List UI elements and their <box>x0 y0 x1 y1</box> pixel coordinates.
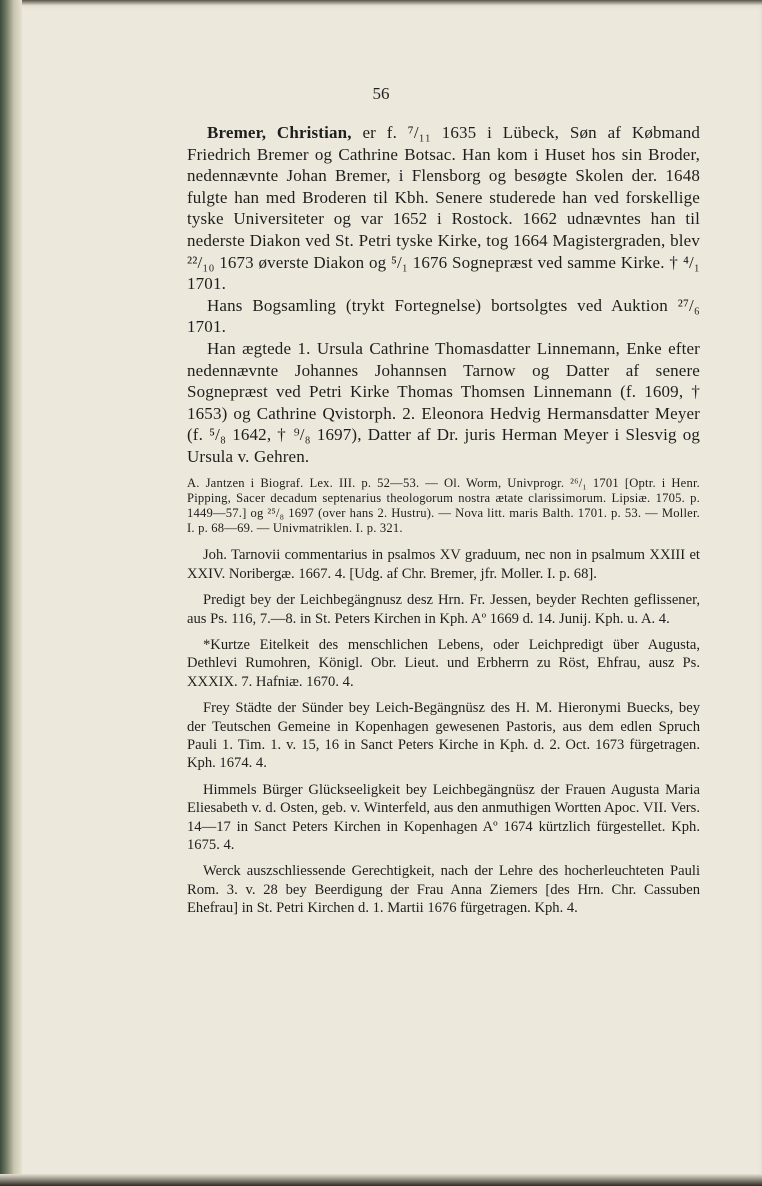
biography-entry <box>187 122 700 468</box>
text-block <box>187 122 700 926</box>
work-item: *Kurtze Eitelkeit des menschlichen Lebens, oder Leichpredigt über Augusta, Dethlevi Rumohren, Königl. Obr. Lieut. und Erbherrn zu Röst, Ehfrau, ausz Ps. XXXIX. 7. Hafniæ. 1670. 4. <box>187 636 700 690</box>
work-item: Himmels Bürger Glückseeligkeit bey Leichbegängnüsz der Frauen Augusta Maria Eliesabeth v. d. Osten, geb. v. Winterfeld, aus den anmuthigen Wortten Apoc. VII. Vers. 14—17 in Sanct Peters Kirchen in Kopenhagen Aº 1674 kürtzlich fürgestellet. Kph. 1675. 4. <box>187 781 700 853</box>
work-item: Werck auszschliessende Gerechtigkeit, nach der Lehre des hocherleuchteten Pauli Rom. 3. v. 28 bey Beerdigung der Frau Anna Ziemers [des Hrn. Chr. Cassuben Ehefrau] in St. Petri Kirchen d. 1. Martii 1676 fürgetragen. Kph. 4. <box>187 863 700 917</box>
page-bottom-edge <box>0 1174 762 1186</box>
page-number: 56 <box>372 84 390 103</box>
work-item: Predigt bey der Leichbegängnusz desz Hrn. Fr. Jessen, beyder Rechten geflissener, aus Ps. 116, 7.—8. in St. Peters Kirchen in Kph. Aº 1669 d. 14. Junij. Kph. u. A. 4. <box>187 592 700 627</box>
work-item: Joh. Tarnovii commentarius in psalmos XV graduum, nec non in psalmum XXIII et XXIV. Noribergæ. 1667. 4. [Udg. af Chr. Bremer, jfr. Moller. I. p. 68]. <box>187 547 700 582</box>
entry-paragraph-2: Hans Bogsamling (trykt Fortegnelse) bortsolgtes ved Auktion ²⁷/₆ 1701. <box>187 295 700 337</box>
binding-edge <box>0 0 22 1186</box>
entry-name: Bremer, Christian, <box>207 123 352 142</box>
entry-paragraph-1 <box>187 122 700 295</box>
entry-paragraph-1-text: er f. ⁷/₁₁ 1635 i Lübeck, Søn af Købmand Friedrich Bremer og Cathrine Botsac. Han kom i Huset hos sin Broder, nedennævnte Johan Bremer, i Flensborg og besøgte Skolen der. 1648 fulgte han med Broderen til Kbh. Senere studerede han ved forskellige tyske Universiteter og var 1652 i Rostock. 1662 udnævntes han til nederste Diakon ved St. Petri tyske Kirke, tog 1664 Magistergraden, blev ²²/₁₀ 1673 øverste Diakon og ⁵/₁ 1676 Sognepræst ved samme Kirke. † ⁴/₁ 1701. <box>187 123 701 294</box>
work-item: Frey Städte der Sünder bey Leich-Begängnüsz des H. M. Hieronymi Buecks, bey der Teutschen Gemeine in Kopenhagen gewesenen Pastoris, aus dem edlen Spruch Pauli 1. Tim. 1. v. 15, 16 in Sanct Peters Kirche in Kph. d. 2. Oct. 1673 fürgetragen. Kph. 1674. 4. <box>187 700 700 772</box>
works-list <box>187 546 700 917</box>
page-top-edge <box>0 0 762 6</box>
references: A. Jantzen i Biograf. Lex. III. p. 52—53. — Ol. Worm, Univprogr. ²⁶/₁ 1701 [Optr. i Henr. Pipping, Sacer decadum septenarius theologorum nostra ætate clarissimorum. Lipsiæ. 1705. p. 1449—57.] og ²⁵/₈ 1697 (over hans 2. Hustru). — Nova litt. maris Balth. 1701. p. 53. — Moller. I. p. 68—69. — Univmatriklen. I. p. 321. <box>187 475 700 536</box>
entry-paragraph-3: Han ægtede 1. Ursula Cathrine Thomasdatter Linnemann, Enke efter nedennævnte Johannes Johannsen Tarnow og Datter af senere Sognepræst ved Petri Kirke Thomas Thomsen Linnemann (f. 1609, † 1653) og Cathrine Qvistorph. 2. Eleonora Hedvig Hermansdatter Meyer (f. ⁵/₈ 1642, † ⁹/₈ 1697), Datter af Dr. juris Herman Meyer i Slesvig og Ursula v. Gehren. <box>187 338 700 466</box>
